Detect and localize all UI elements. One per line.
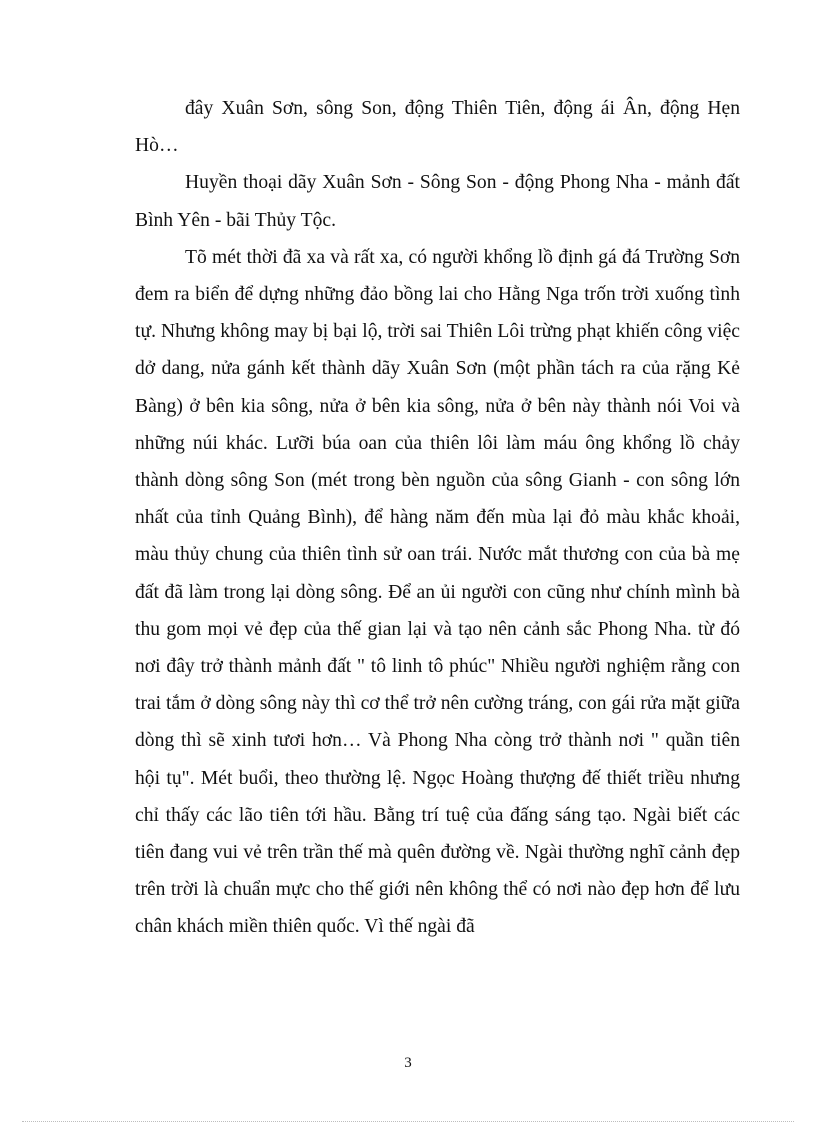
page-bottom-divider (22, 1121, 794, 1122)
paragraph-legend-title: Huyền thoại dãy Xuân Sơn - Sông Son - động Phong Nha - mảnh đất Bình Yên - bãi Thủy Tộc. (135, 172, 740, 231)
page-number: 3 (404, 1055, 412, 1071)
body-text (135, 90, 740, 946)
paragraph-continuation: đây Xuân Sơn, sông Son, động Thiên Tiên, động ái Ân, động Hẹn Hò… (135, 98, 740, 157)
paragraph-legend-story: Tõ mét thời đã xa và rất xa, có người khổng lồ định gá đá Trường Sơn đem ra biển để dựng những đảo bồng lai cho Hằng Nga trốn trời xuống tình tự. Nhưng không may bị bại lộ, trời sai Thiên Lôi trừng phạt khiến công việc dở dang, nửa gánh kết thành dãy Xuân Sơn (một phần tách ra của rặng Kẻ Bàng) ở bên kia sông, nửa ở bên kia sông, nửa ở bên này thành nói Voi và những núi khác. Lưỡi búa oan của thiên lôi làm máu ông khổng lồ chảy thành dòng sông Son (mét trong bèn nguồn của sông Gianh - con sông lớn nhất của tỉnh Quảng Bình), để hàng năm đến mùa lại đỏ màu khắc khoải, màu thủy chung của thiên tình sử oan trái. Nước mắt thương con của bà mẹ đất đã làm trong lại dòng sông. Để an ủi người con cũng như chính mình bà thu gom mọi vẻ đẹp của thế gian lại và tạo nên cảnh sắc Phong Nha. từ đó nơi đây trở thành mảnh đất " tô linh tô phúc" Nhiều người nghiệm rằng con trai tắm ở dòng sông này thì cơ thể trở nên cường tráng, con gái rửa mặt giữa dòng thì sẽ xinh tươi hơn… Và Phong Nha còng trở thành nơi " quần tiên hội tụ". Mét buổi, theo thường lệ. Ngọc Hoàng thượng đế thiết triều nhưng chỉ thấy các lão tiên tới hầu. Bằng trí tuệ của đấng sáng tạo. Ngài biết các tiên đang vui vẻ trên trần thế mà quên đường về. Ngài thường nghĩ cảnh đẹp trên trời là chuẩn mực cho thế giới nên không thể có nơi nào đẹp hơn để lưu chân khách miền thiên quốc. Vì thế ngài đã (135, 246, 740, 938)
